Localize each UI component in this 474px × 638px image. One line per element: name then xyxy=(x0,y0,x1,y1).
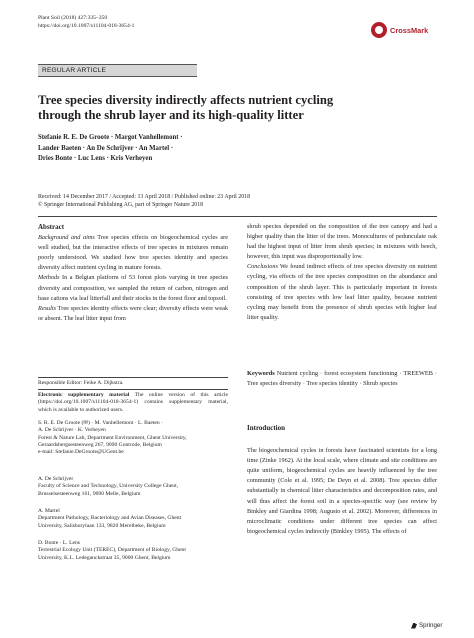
title-line-1: Tree species diversity indirectly affects nutrient cycling xyxy=(38,93,334,107)
keywords-text: Nutrient cycling · forest ecosystem functioning · TREEWEB · Tree species diversity · Tree species identity · Shrub species xyxy=(247,370,437,388)
crossmark-label: CrossMark xyxy=(390,25,429,35)
affiliation-3-address: University, Salisburylaan 133, 9820 Merelbeke, Belgium xyxy=(38,522,166,529)
keywords-label: Keywords xyxy=(247,370,275,377)
affiliation-4-institution: Terrestrial Ecology Unit (TEREC), Department of Biology, Ghent xyxy=(38,547,186,554)
affiliation-3-author: A. Martel xyxy=(38,508,60,514)
affiliation-4-authors: D. Bonte · L. Lens xyxy=(38,540,80,546)
doi-link[interactable]: https://doi.org/10.1007/s11104-018-3654-1 xyxy=(38,23,135,29)
affiliation-1 xyxy=(38,420,228,456)
methods-label: Methods xyxy=(38,274,60,282)
journal-citation: Plant Soil (2018) 427:335–350 xyxy=(38,15,108,21)
article-type-banner: REGULAR ARTICLE xyxy=(38,64,197,77)
top-divider xyxy=(38,216,437,217)
introduction xyxy=(247,423,437,537)
abstract-right xyxy=(247,222,437,323)
affiliation-1-authors: S. R. E. De Groote (✉) · M. Vanhellemont · L. Baeten · xyxy=(38,420,163,426)
springer-horse-icon xyxy=(411,623,417,629)
affiliation-3 xyxy=(38,508,228,530)
keywords xyxy=(247,369,437,389)
copyright-line: © Springer International Publishing AG, part of Springer Nature 2018 xyxy=(38,201,204,208)
responsible-editor: Responsible Editor: Feike A. Dijkstra. xyxy=(38,380,124,386)
affiliation-1-institution: Forest & Nature Lab, Department Environment, Ghent University, xyxy=(38,434,187,441)
background-text: Tree species effects on biogeochemical cycles are well studied, but the interactive effects of tree species in mixtures remain poorly understood. We studied how tree species identity and species diversity affect nutrient cycling in mature forests. xyxy=(38,234,229,272)
methods-text: In a Belgian platform of 53 forest plots varying in tree species diversity and composition, we sampled the return of carbon, nitrogen and base cations via leaf litterfall and their stocks in the forest floor and topsoil. xyxy=(38,274,228,302)
springer-logo xyxy=(411,622,442,629)
authors-line-1: Stefanie R. E. De Groote · Margot Vanhellemont · xyxy=(38,134,183,141)
affiliation-3-institution: Department Pathology, Bacteriology and Avian Diseases, Ghent xyxy=(38,515,182,522)
received-dates: Received: 14 December 2017 / Accepted: 13 April 2018 / Published online: 23 April 2018 xyxy=(38,194,251,200)
affiliation-2-address: Brusselsesteenweg 161, 9090 Melle, Belgium xyxy=(38,490,141,497)
results-text: Tree species identity effects were clear; diversity effects were weak or absent. The leaf litter input from xyxy=(38,304,228,322)
title-line-2: through the shrub layer and its high-quality litter xyxy=(38,108,304,122)
introduction-heading: Introduction xyxy=(247,424,285,432)
affiliation-2 xyxy=(38,476,228,498)
esm-divider xyxy=(38,389,228,390)
electronic-supplementary xyxy=(38,392,228,414)
conclusions-text: We found indirect effects of tree species diversity on nutrient cycling, via effects of the tree species composition on the abundance and composition of the shrub layer. This is particularly important in forests consisting of tree species with low leaf litter quality, because nutrient cycling may benefit from the presence of shrub species with higher leaf litter quality. xyxy=(247,263,437,321)
esm-label: Electronic supplementary material xyxy=(38,392,130,398)
crossmark-badge[interactable] xyxy=(371,21,441,39)
affiliation-4-address: University, K.L. Ledeganckstraat 35, 9000 Ghent, Belgium xyxy=(38,554,171,561)
abstract-left xyxy=(38,222,228,324)
corresponding-email[interactable]: e-mail: Stefanie.DeGroote@UGent.be xyxy=(38,449,124,456)
footnote-divider xyxy=(38,377,228,378)
authors-line-3: Dries Bonte · Luc Lens · Kris Verheyen xyxy=(38,155,153,163)
abstract-heading: Abstract xyxy=(38,223,65,231)
esm-text: The online version of this article (https://doi.org/10.1007/s11104-018-3654-1) contains supplementary material, which is available to authorized users. xyxy=(38,392,228,413)
affiliation-1-address: Geraardsbergsesteenweg 267, 9090 Gontrode, Belgium xyxy=(38,441,162,448)
affiliation-2-institution: Faculty of Science and Technology, University College Ghent, xyxy=(38,483,179,490)
affiliation-4 xyxy=(38,540,228,562)
publication-history xyxy=(38,194,438,209)
introduction-text: The biogeochemical cycles in forests have fascinated scientists for a long time (Zinke 1962). At the local scale, where climate and site conditions are quite uniform, biogeochemical cycles are heavily influenced by the tree community (Cole et al. 1995; De Deyn et al. 2008). Tree species differ substantially in chemical litter characteristics and decomposition rates, and will thus affect the forest soil in a species-specific way (see review by Binkley and Giardina 1998; Augusto et al. 2002). Moreover, differences in microclimatic conditions under different tree species can affect biogeochemical cycles indirectly (Binkley 1995). The effects of xyxy=(247,447,437,535)
conclusions-label: Conclusions xyxy=(247,263,278,271)
results-continued: shrub species depended on the composition of the tree canopy and had a higher quality than the litter of the trees. Monocultures of pedunculate oak had the highest input of litter from shrub species; in mixtures with beech, however, this input was disproportionally low. xyxy=(247,223,437,261)
article-title xyxy=(38,93,338,123)
author-list xyxy=(38,133,253,165)
results-label: Results xyxy=(38,304,57,312)
affiliation-1-authors-cont: A. De Schrijver · K. Verheyen xyxy=(38,427,106,434)
authors-line-2: Lander Baeten · An De Schrijver · An Martel · xyxy=(38,144,174,152)
background-label: Background and aims xyxy=(38,234,95,242)
crossmark-icon xyxy=(371,22,387,38)
affiliation-2-author: A. De Schrijver xyxy=(38,476,74,482)
springer-label: Springer xyxy=(419,622,443,629)
